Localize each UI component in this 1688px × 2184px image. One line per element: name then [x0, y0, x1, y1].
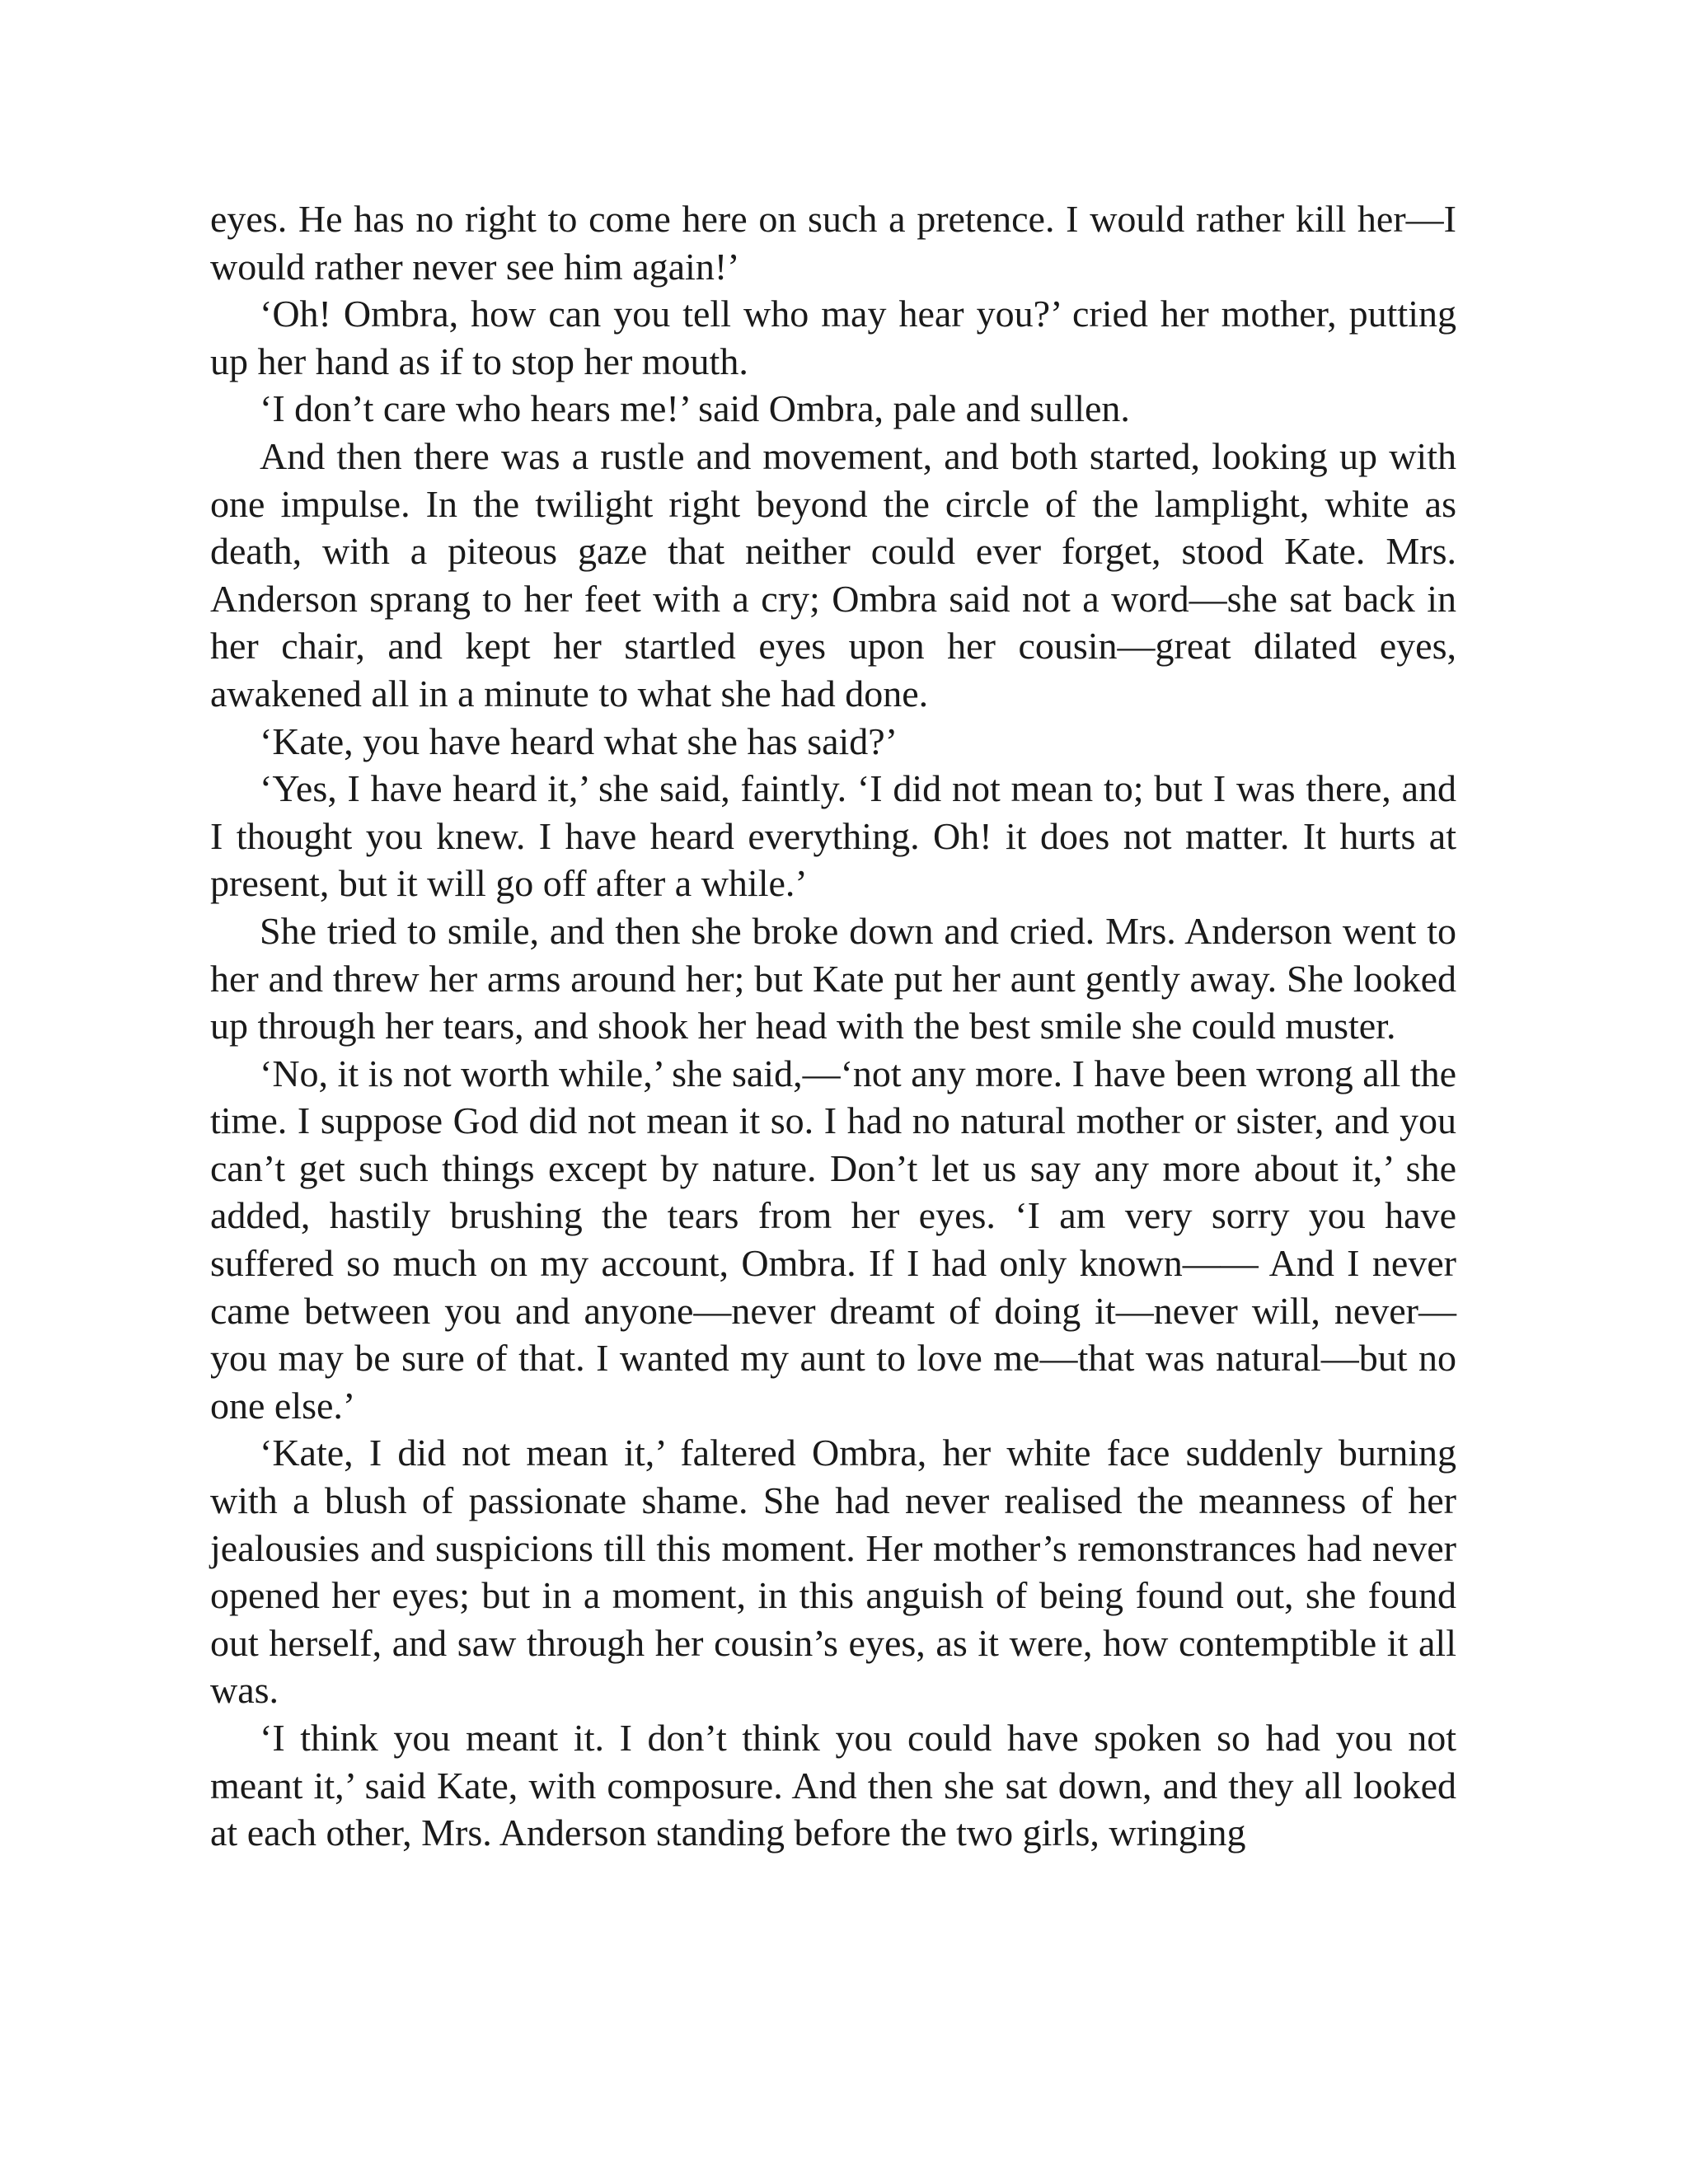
paragraph: ‘Kate, I did not mean it,’ faltered Ombra, her white face suddenly burning with a blush of passionate shame. She had never realised the meanness of her jealousies and suspicions till this moment. Her mother’s remonstrances had never opened her eyes; but in a moment, in this anguish of being found out, she found out herself, and saw through her cousin’s eyes, as it were, how contemptible it all was.: [210, 1432, 1456, 1712]
paragraph: ‘Yes, I have heard it,’ she said, faintly. ‘I did not mean to; but I was there, and I thought you knew. I have heard everything. Oh! it does not matter. It hurts at present, but it will go off after a while.’: [210, 767, 1456, 905]
paragraph: ‘Oh! Ombra, how can you tell who may hear you?’ cried her mother, putting up her hand as if to stop her mouth.: [210, 293, 1456, 382]
paragraph: ‘I think you meant it. I don’t think you could have spoken so had you not meant it,’ said Kate, with composure. And then she sat down, and they all looked at each other, Mrs. Anderson standing before the two girls, wringing: [210, 1717, 1456, 1854]
paragraph: She tried to smile, and then she broke down and cried. Mrs. Anderson went to her and threw her arms around her; but Kate put her aunt gently away. She looked up through her tears, and shook her head with the best smile she could muster.: [210, 909, 1456, 1047]
paragraph: eyes. He has no right to come here on such a pretence. I would rather kill her—I would rather never see him again!’: [210, 198, 1456, 288]
paragraph: ‘Kate, you have heard what she has said?’: [260, 719, 898, 762]
page-text: [210, 195, 1456, 1857]
paragraph: ‘No, it is not worth while,’ she said,—‘not any more. I have been wrong all the time. I suppose God did not mean it so. I had no natural mother or sister, and you can’t get such things except by nature. Don’t let us say any more about it,’ she added, hastily brushing the tears from her eyes. ‘I am very sorry you have suffered so much on my account, Ombra. If I had only known—— And I never came between you and anyone—never dreamt of doing it—never will, never—you may be sure of that. I wanted my aunt to love me—that was natural—but no one else.’: [210, 1052, 1456, 1427]
paragraph: ‘I don’t care who hears me!’ said Ombra, pale and sullen.: [260, 387, 1130, 430]
paragraph: And then there was a rustle and movement, and both started, looking up with one impulse. In the twilight right beyond the circle of the lamplight, white as death, with a piteous gaze that neither could ever forget, stood Kate. Mrs. Anderson sprang to her feet with a cry; Ombra said not a word—she sat back in her chair, and kept her startled eyes upon her cousin—great dilated eyes, awakened all in a minute to what she had done.: [210, 434, 1456, 715]
